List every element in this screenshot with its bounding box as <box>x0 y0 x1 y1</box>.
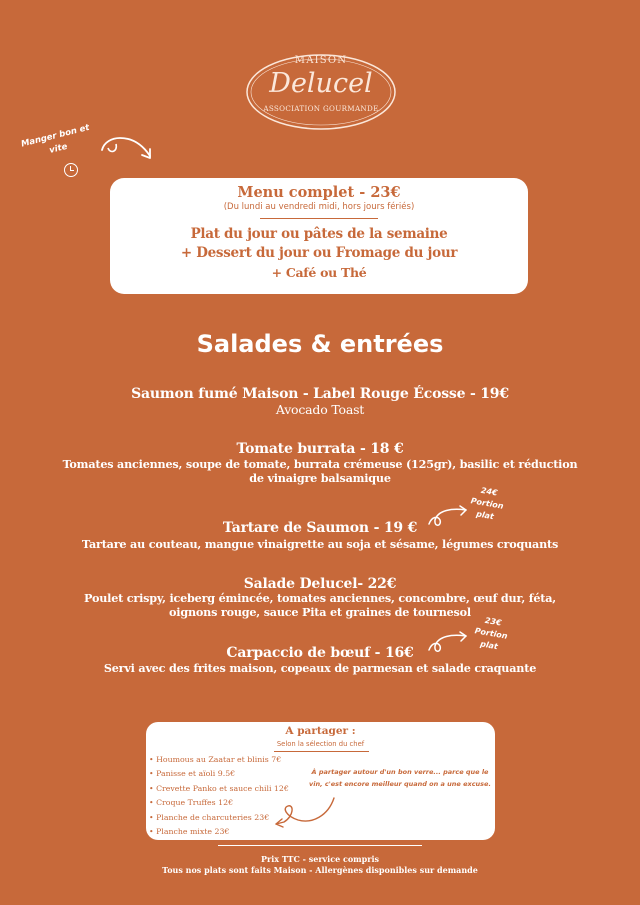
dish-title: Carpaccio de bœuf - 16€ <box>226 645 414 661</box>
share-item: • Planche de charcuteries 23€ <box>149 811 289 825</box>
clock-icon <box>64 163 78 177</box>
share-title: A partager : <box>285 725 356 737</box>
portion-label: Portion <box>470 496 505 511</box>
share-box <box>146 722 495 840</box>
menu-complet-title: Menu complet - 23€ <box>237 184 401 201</box>
portion-label: plat <box>479 639 499 652</box>
logo <box>244 52 398 132</box>
portion-price: 24€ <box>480 485 499 498</box>
divider <box>260 218 378 219</box>
menu-complet-line-3: + Café ou Thé <box>271 265 367 280</box>
curved-arrow-icon <box>98 128 160 166</box>
share-list <box>149 753 289 839</box>
footer-line-2: Tous nos plats sont faits Maison - Allergènes disponibles sur demande <box>162 865 478 875</box>
dish-description: Servi avec des frites maison, copeaux de parmesan et salade craquante <box>103 661 537 675</box>
share-item: • Planche mixte 23€ <box>149 825 289 839</box>
curved-arrow-icon <box>272 794 338 834</box>
dish-title: Saumon fumé Maison - Label Rouge Écosse - 19€ <box>131 386 509 402</box>
dish-description: Avocado Toast <box>275 402 365 417</box>
share-subtitle: Selon la sélection du chef <box>276 740 365 748</box>
section-title: Salades & entrées <box>196 330 444 358</box>
dish-description: Tomates anciennes, soupe de tomate, burrata crémeuse (125gr), basilic et réduction de vinaigre balsamique <box>62 457 578 485</box>
dish-title: Tomate burrata - 18 € <box>236 441 404 457</box>
logo-maison-text: MAISON <box>294 55 348 66</box>
share-item: • Panisse et aïoli 9.5€ <box>149 767 289 781</box>
dish-description: Poulet crispy, iceberg émincée, tomates anciennes, concombre, œuf dur, féta, oignons rouge, sauce Pita et graines de tournesol <box>84 591 556 619</box>
logo-name: Delucel <box>269 68 373 99</box>
portion-label: plat <box>475 509 495 522</box>
dish-title: Salade Delucel- 22€ <box>243 576 397 592</box>
dish-title: Tartare de Saumon - 19 € <box>222 520 418 536</box>
menu-complet-line-1: Plat du jour ou pâtes de la semaine <box>190 226 448 242</box>
portion-price: 23€ <box>484 615 503 628</box>
menu-complet-subtitle: (Du lundi au vendredi midi, hors jours fériés) <box>223 202 415 212</box>
portion-label: Portion <box>474 626 509 641</box>
menu-complet-line-2: + Dessert du jour ou Fromage du jour <box>180 245 458 261</box>
share-item: • Crevette Panko et sauce chili 12€ <box>149 782 289 796</box>
share-item: • Croque Truffes 12€ <box>149 796 289 810</box>
dish-description: Tartare au couteau, mangue vinaigrette au soja et sésame, légumes croquants <box>81 537 559 551</box>
handwritten-note-fast: Manger bon et vite <box>20 122 91 156</box>
handwritten-note-share: À partager autour d'un bon verre... parce que le vin, c'est encore meilleur quand on a une excuse. <box>309 768 491 788</box>
logo-association-text: ASSOCIATION GOURMANDE <box>263 104 379 113</box>
divider <box>274 751 369 752</box>
footer-line-1: Prix TTC - service compris <box>261 854 379 864</box>
menu-complet-card <box>110 178 528 294</box>
share-item: • Houmous au Zaatar et blinis 7€ <box>149 753 289 767</box>
divider <box>218 845 422 846</box>
